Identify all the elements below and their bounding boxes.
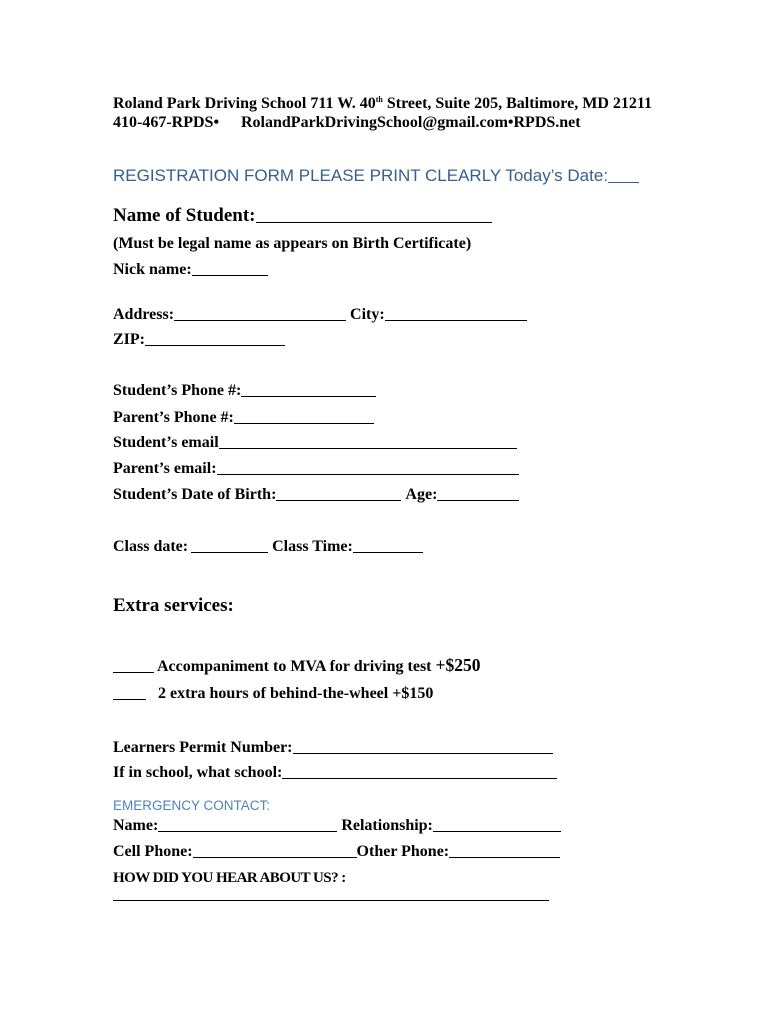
- school-field[interactable]: [282, 766, 557, 779]
- nick-name-row: [113, 260, 268, 280]
- class-date-label: Class date:: [113, 538, 189, 555]
- permit-number-label: Learners Permit Number:: [113, 739, 293, 756]
- emergency-contact-heading-row: [113, 797, 270, 815]
- extra-service-label: 2 extra hours of behind-the-wheel: [158, 685, 389, 702]
- extra-services-heading: Extra services:: [113, 595, 234, 616]
- age-label: Age:: [405, 486, 438, 503]
- nick-name-field[interactable]: [192, 263, 268, 276]
- age-field[interactable]: [437, 488, 519, 501]
- extra-service-item: [113, 684, 433, 704]
- other-phone-label: Other Phone:: [356, 843, 450, 860]
- extra-services-heading-row: [113, 594, 234, 618]
- referral-label: HOW DID YOU HEAR ABOUT US? :: [113, 870, 346, 886]
- legal-name-note-row: [113, 234, 471, 254]
- form-title-text: REGISTRATION FORM PLEASE PRINT CLEARLY Today’s Date:: [113, 166, 609, 185]
- parent-phone-field[interactable]: [234, 411, 374, 424]
- class-time-field[interactable]: [353, 540, 423, 553]
- school-contact-line: [113, 113, 581, 133]
- school-row: [113, 763, 557, 783]
- cell-phone-label: Cell Phone:: [113, 843, 193, 860]
- student-email-field[interactable]: [219, 436, 517, 449]
- city-label: City:: [350, 306, 385, 323]
- school-address-line: [113, 94, 652, 114]
- date-of-birth-field[interactable]: [276, 488, 401, 501]
- student-phone-label: Student’s Phone #:: [113, 382, 242, 399]
- form-title: [113, 165, 639, 187]
- city-field[interactable]: [385, 308, 527, 321]
- mva-accompaniment-checkfield[interactable]: [113, 660, 154, 673]
- todays-date-field[interactable]: [608, 170, 639, 183]
- date-of-birth-label: Student’s Date of Birth:: [113, 486, 277, 503]
- address-city-row: [113, 305, 527, 325]
- parent-phone-row: [113, 408, 374, 428]
- student-email-row: [113, 433, 517, 453]
- student-phone-field[interactable]: [241, 384, 376, 397]
- school-address-text: Roland Park Driving School 711 W. 40: [113, 95, 376, 112]
- cell-phone-field[interactable]: [193, 845, 357, 858]
- school-email-website: RolandParkDrivingSchool@gmail.com•RPDS.net: [241, 114, 581, 131]
- parent-email-field[interactable]: [217, 462, 519, 475]
- extra-service-label: Accompaniment to MVA for driving test: [157, 658, 432, 675]
- permit-number-field[interactable]: [293, 741, 553, 754]
- ordinal-superscript: th: [375, 95, 383, 104]
- zip-row: [113, 330, 285, 350]
- student-name-field[interactable]: [256, 210, 492, 223]
- parent-email-label: Parent’s email:: [113, 460, 217, 477]
- emergency-name-label: Name:: [113, 817, 159, 834]
- emergency-name-field[interactable]: [158, 819, 337, 832]
- class-row: [113, 537, 423, 557]
- referral-answer-field[interactable]: [113, 900, 549, 901]
- student-email-label: Student’s email: [113, 434, 219, 451]
- other-phone-field[interactable]: [449, 845, 560, 858]
- extra-service-price: +$150: [392, 685, 434, 702]
- zip-field[interactable]: [145, 333, 285, 346]
- zip-label: ZIP:: [113, 331, 145, 348]
- legal-name-note: (Must be legal name as appears on Birth Certificate): [113, 235, 472, 252]
- referral-row: [113, 868, 346, 888]
- parent-phone-label: Parent’s Phone #:: [113, 409, 234, 426]
- class-time-label: Class Time:: [272, 538, 353, 555]
- relationship-field[interactable]: [433, 819, 561, 832]
- extra-hours-checkfield[interactable]: [113, 687, 146, 700]
- emergency-name-row: [113, 816, 561, 836]
- school-label: If in school, what school:: [113, 764, 283, 781]
- school-phone: 410-467-RPDS•: [113, 114, 220, 131]
- permit-number-row: [113, 738, 553, 758]
- school-address-rest: Street, Suite 205, Baltimore, MD 21211: [386, 95, 652, 112]
- extra-service-item: [113, 655, 480, 677]
- emergency-phone-row: [113, 842, 560, 862]
- birth-age-row: [113, 485, 519, 505]
- student-phone-row: [113, 381, 376, 401]
- relationship-label: Relationship:: [341, 817, 433, 834]
- student-name-row: [113, 204, 492, 228]
- student-name-label: Name of Student:: [113, 205, 256, 226]
- nick-name-label: Nick name:: [113, 261, 192, 278]
- address-field[interactable]: [174, 308, 346, 321]
- emergency-contact-heading: EMERGENCY CONTACT:: [113, 798, 271, 813]
- address-label: Address:: [113, 306, 175, 323]
- extra-service-price: +$250: [435, 655, 481, 675]
- parent-email-row: [113, 459, 519, 479]
- class-date-field[interactable]: [191, 540, 268, 553]
